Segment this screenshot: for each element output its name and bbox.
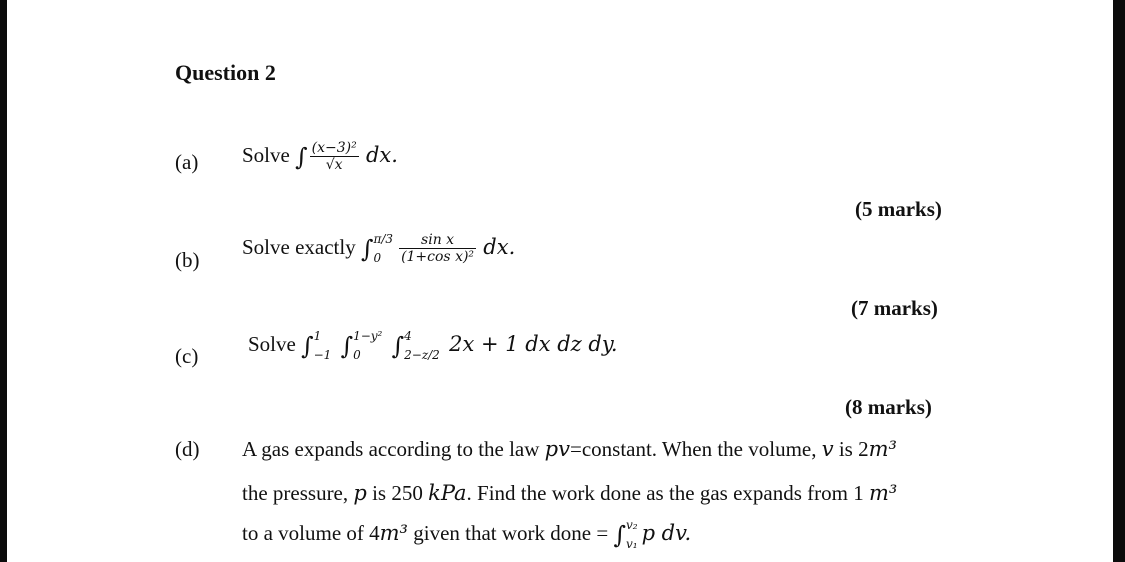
part-c-upper-2: 1−y² <box>353 329 383 343</box>
left-edge-border <box>0 0 7 562</box>
part-d-text: the pressure, <box>242 481 349 505</box>
part-a-numerator: (x−3)² <box>311 140 357 156</box>
part-a-lead: Solve <box>242 142 290 167</box>
part-a-statement <box>242 140 398 174</box>
part-c-limits-2 <box>353 330 382 362</box>
part-c-lead: Solve <box>248 331 296 356</box>
part-b-marks: (7 marks) <box>851 296 938 320</box>
part-b-numerator: sin x <box>399 232 476 249</box>
part-c-label: (c) <box>175 344 199 368</box>
part-b-tail: dx. <box>483 234 516 259</box>
part-d-text: is 2 <box>838 437 869 461</box>
part-b-label: (b) <box>175 248 200 272</box>
right-edge-border <box>1113 0 1125 562</box>
question-title: Question 2 <box>175 60 276 85</box>
part-c-lower-2: 0 <box>353 348 361 362</box>
part-d-limits <box>626 519 638 551</box>
part-d-upper-limit: v₂ <box>625 518 638 532</box>
part-d-unit: kPa <box>428 481 467 505</box>
part-b-lower-limit: 0 <box>373 251 382 265</box>
part-b-upper-limit: π/3 <box>373 232 394 246</box>
part-c-statement <box>248 330 618 362</box>
integral-sign: ∫ <box>360 235 374 263</box>
part-c-upper-3: 4 <box>404 329 412 343</box>
part-d-integrand: p dv. <box>641 520 692 545</box>
part-d-line-3 <box>242 519 691 551</box>
part-c-lower-1: −1 <box>313 348 332 362</box>
part-c-limits-3 <box>404 330 440 362</box>
part-a-label: (a) <box>175 150 199 174</box>
part-a-tail: dx. <box>365 142 398 167</box>
part-c-limits-1 <box>314 330 332 362</box>
part-d-label: (d) <box>175 437 200 461</box>
part-d-line-2 <box>242 481 897 506</box>
integral-sign: ∫ <box>295 143 308 171</box>
part-d-text: =constant. When the volume, <box>569 437 817 461</box>
part-d-text: . Find the work done as the gas expands from 1 <box>466 481 864 505</box>
part-d-text: A gas expands according to the law <box>242 437 540 461</box>
integral-sign: ∫ <box>391 332 405 360</box>
part-d-text: to a volume of 4 <box>242 520 380 545</box>
part-d-law: pv <box>544 437 570 461</box>
part-b-fraction <box>399 232 476 266</box>
part-b-limits <box>373 233 393 265</box>
integral-sign: ∫ <box>340 332 354 360</box>
part-d-unit: m³ <box>868 437 897 461</box>
part-d-text: is 250 <box>372 481 423 505</box>
part-d-lower-limit: v₁ <box>625 537 638 551</box>
part-a-marks: (5 marks) <box>855 197 942 221</box>
part-a-denominator: √x <box>325 157 343 173</box>
part-c-upper-1: 1 <box>313 329 322 343</box>
part-c-lower-3: 2−z/2 <box>404 348 440 362</box>
part-b-lead: Solve exactly <box>242 234 356 259</box>
part-a-fraction <box>310 140 359 174</box>
part-b-statement <box>242 232 515 266</box>
part-b-denominator: (1+cos x)² <box>401 249 475 265</box>
part-d-unit: m³ <box>379 520 408 545</box>
part-d-text: given that work done = <box>413 520 609 545</box>
part-d-unit: m³ <box>868 481 898 505</box>
integral-sign: ∫ <box>613 521 626 549</box>
part-d-volume-symbol: v <box>821 437 834 461</box>
integral-sign: ∫ <box>301 332 314 360</box>
part-c-integrand: 2x + 1 dx dz dy. <box>449 331 618 356</box>
part-c-marks: (8 marks) <box>845 395 932 419</box>
part-d-line-1 <box>242 437 897 462</box>
part-d-pressure-symbol: p <box>353 481 367 505</box>
